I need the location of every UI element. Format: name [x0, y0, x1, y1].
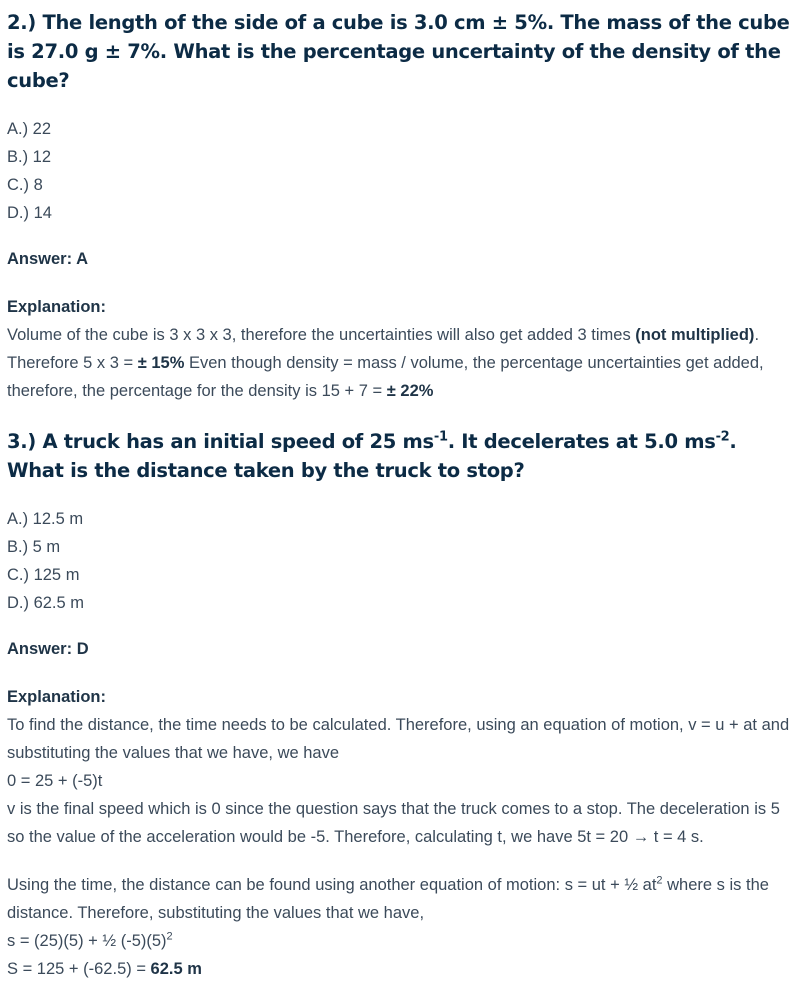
text-part: S = 125 + (-62.5) = — [7, 960, 151, 978]
option-b: B.) 12 — [7, 148, 52, 166]
explanation-label: Explanation: — [7, 298, 107, 316]
spacer — [7, 851, 791, 871]
title-part: . What is the distance taken by the truck to stop? — [7, 430, 737, 482]
option-c: C.) 125 m — [7, 566, 80, 584]
final-answer: 62.5 m — [150, 960, 202, 978]
explanation-bold: (not multiplied) — [635, 326, 755, 344]
question-2 — [7, 0, 791, 405]
explanation-line: To find the distance, the time needs to be calculated. Therefore, using an equation of motion, v = u + at and substituting the values that we have, we have — [7, 716, 790, 762]
explanation-part: Volume of the cube is 3 x 3 x 3, therefore the uncertainties will also get added 3 times — [7, 326, 636, 344]
answer — [7, 635, 791, 663]
answer-value: A — [76, 250, 89, 268]
explanation-line — [7, 871, 791, 927]
options-list — [7, 505, 791, 617]
text-part: s = (25)(5) + ½ (-5)(5) — [7, 932, 167, 950]
explanation-part: . Therefore 5 x 3 = — [7, 326, 760, 372]
text-part: where s is the distance. Therefore, substituting the values that we have, — [7, 876, 769, 922]
explanation-label: Explanation: — [7, 688, 107, 706]
option-d: D.) 14 — [7, 204, 52, 222]
question-title — [7, 427, 791, 485]
question-title: 2.) The length of the side of a cube is 3.0 cm ± 5%. The mass of the cube is 27.0 g ± 7%. What is the percentage uncertainty of the density of the cube? — [7, 11, 790, 92]
explanation-bold: ± 22% — [386, 382, 434, 400]
title-superscript: -1 — [433, 429, 448, 445]
equation-line: 0 = 25 + (-5)t — [7, 772, 103, 790]
option-a: A.) 12.5 m — [7, 510, 84, 528]
equation-line — [7, 927, 791, 955]
options-list — [7, 115, 791, 227]
answer-label: Answer: — [7, 640, 73, 658]
option-a: A.) 22 — [7, 120, 52, 138]
superscript: 2 — [166, 930, 173, 943]
answer-value: D — [76, 640, 89, 658]
explanation-line: v is the final speed which is 0 since the question says that the truck comes to a stop. The deceleration is 5 so the value of the acceleration would be -5. Therefore, calculating t, we have 5t = 20 → t = 4 s. — [7, 800, 780, 846]
text-part: Using the time, the distance can be found using another equation of motion: s = ut + ½ at — [7, 876, 657, 894]
superscript: 2 — [656, 874, 663, 887]
title-part: 3.) A truck has an initial speed of 25 ms — [7, 430, 434, 453]
title-part: . It decelerates at 5.0 ms — [447, 430, 716, 453]
explanation-part: Even though density = mass / volume, the percentage uncertainties get added, therefore, the percentage for the density is 15 + 7 = — [7, 354, 764, 400]
option-d: D.) 62.5 m — [7, 594, 85, 612]
answer-label: Answer: — [7, 250, 73, 268]
equation-line — [7, 955, 791, 983]
question-3 — [7, 427, 791, 983]
answer — [7, 245, 791, 273]
explanation-bold: ± 15% — [137, 354, 185, 372]
option-b: B.) 5 m — [7, 538, 61, 556]
title-superscript: -2 — [715, 429, 730, 445]
explanation-text — [7, 321, 791, 405]
option-c: C.) 8 — [7, 176, 43, 194]
